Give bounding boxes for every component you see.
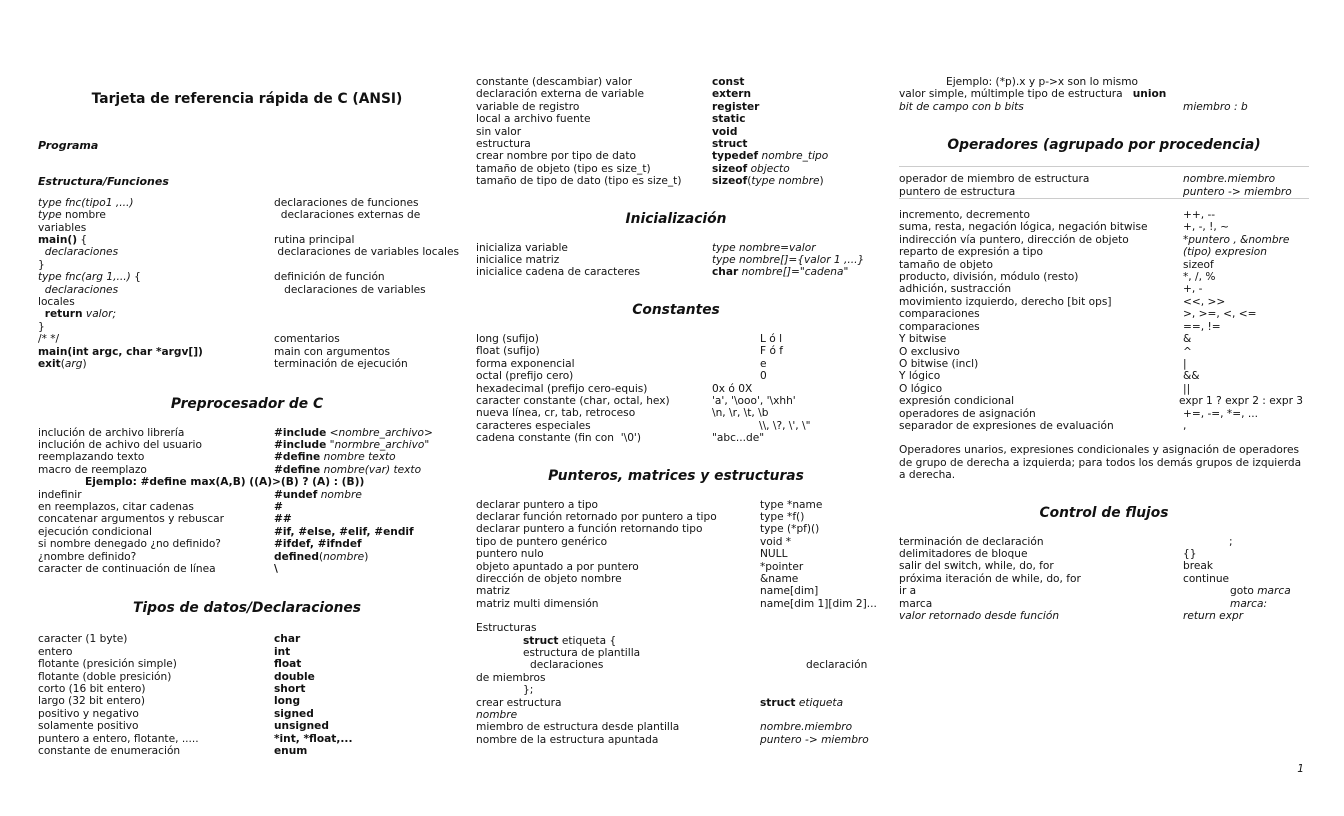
- code-cell: ||: [1183, 382, 1191, 395]
- code-cell: short: [274, 683, 306, 695]
- code-cell: struct: [712, 138, 748, 151]
- desc-cell: crear nombre por tipo de dato: [476, 150, 636, 163]
- list-item: inclución de archivo librería #include <nombre_archivo>: [38, 426, 433, 439]
- desc-cell: octal (prefijo cero): [476, 370, 574, 383]
- code-cell: marca:: [1230, 597, 1268, 610]
- code-cell: miembro : b: [1183, 100, 1248, 113]
- list-item: [899, 333, 1309, 345]
- list-item: [476, 126, 876, 138]
- desc-cell: terminación de declaración: [899, 535, 1044, 548]
- code-cell: type *name: [760, 498, 823, 511]
- code-cell: (tipo) expresion: [1183, 246, 1267, 259]
- desc-cell: hexadecimal (prefijo cero-equis): [476, 382, 648, 395]
- desc-cell: inicialice cadena de caracteres: [476, 266, 641, 279]
- desc-cell: en reemplazos, citar cadenas: [38, 500, 194, 513]
- code-cell: register: [712, 100, 760, 113]
- list-item: [38, 671, 468, 683]
- desc-cell: indirección vía puntero, dirección de objeto: [899, 233, 1129, 246]
- desc-cell: declaraciones de variables locales: [274, 246, 460, 259]
- list-item: [38, 197, 468, 209]
- desc-cell: crear estructura: [476, 696, 562, 709]
- desc-cell: tamaño de objeto: [899, 258, 993, 271]
- desc-cell: separador de expresiones de evaluación: [899, 419, 1114, 432]
- desc-cell: Y bitwise: [899, 333, 947, 346]
- desc-cell: ir a: [899, 585, 917, 598]
- list-item: [38, 501, 468, 513]
- operadores-heading: Operadores (agrupado por procedencia): [947, 137, 1261, 154]
- list-item: [476, 499, 876, 511]
- list-item: [899, 536, 1309, 548]
- desc-cell: marca: [899, 597, 933, 610]
- code-cell: type *f(): [760, 510, 805, 523]
- list-item: [899, 246, 1309, 258]
- list-item: [38, 563, 468, 575]
- desc-cell: rutina principal: [274, 234, 355, 247]
- code-cell: +, -: [1183, 283, 1203, 296]
- desc-cell: salir del switch, while, do, for: [899, 560, 1054, 573]
- desc-cell: declaración: [806, 659, 868, 672]
- code-cell: variables: [38, 221, 87, 234]
- list-item: [38, 333, 468, 345]
- desc-cell: matriz: [476, 585, 510, 598]
- desc-cell: Y lógico: [899, 370, 941, 383]
- desc-cell: valor retornado desde función: [899, 610, 1060, 622]
- list-item: [38, 222, 468, 234]
- control-heading: Control de flujos: [1039, 504, 1169, 521]
- code-cell: puntero -> miembro: [1183, 185, 1292, 198]
- list-item: [38, 695, 468, 707]
- code-cell: declaraciones: [38, 246, 119, 259]
- desc-cell: delimitadores de bloque: [899, 547, 1028, 560]
- list-item: [476, 138, 876, 150]
- list-item: [476, 333, 876, 345]
- list-item: [38, 708, 468, 720]
- code-cell: ;: [1229, 535, 1233, 548]
- desc-cell: incremento, decremento: [899, 209, 1030, 222]
- desc-cell: inclución de achivo del usuario: [38, 438, 202, 451]
- programa-heading: Programa: [38, 139, 99, 152]
- page-number: 1: [1297, 763, 1304, 775]
- list-item: [899, 173, 1309, 185]
- list-item: [899, 346, 1309, 358]
- code-cell: &: [1183, 333, 1192, 346]
- code-cell: sizeof: [1183, 258, 1214, 271]
- desc-cell: reemplazando texto: [38, 451, 145, 464]
- desc-cell: ejecución condicional: [38, 525, 152, 538]
- list-item: ¿nombre definido? defined(nombre): [38, 550, 369, 563]
- list-item: [476, 101, 876, 113]
- list-item: [899, 383, 1309, 395]
- code-cell: return expr: [1183, 610, 1244, 622]
- desc-cell: solamente positivo: [38, 720, 139, 733]
- desc-cell: macro de reemplazo: [38, 463, 147, 476]
- list-item: [476, 76, 876, 88]
- desc-cell: puntero nulo: [476, 548, 544, 561]
- code-cell: enum: [274, 745, 308, 758]
- code-cell: 0: [760, 370, 767, 383]
- list-item: [899, 420, 1309, 432]
- estructura-funciones-subheading: Estructura/Funciones: [38, 175, 169, 189]
- list-item: [899, 283, 1309, 295]
- code-cell: nombre.miembro: [760, 721, 853, 734]
- list-item: [899, 358, 1309, 370]
- code-cell: continue: [1183, 572, 1230, 585]
- desc-cell: dirección de objeto nombre: [476, 572, 622, 585]
- list-item: [38, 683, 468, 695]
- list-item: [899, 573, 1309, 585]
- code-cell: long: [274, 695, 301, 708]
- desc-cell: definición de función: [274, 271, 385, 284]
- code-cell: float: [274, 658, 302, 671]
- desc-cell: O exclusivo: [899, 345, 960, 358]
- define-example: Ejemplo: #define max(A,B) ((A)>(B) ? (A) : (B)): [85, 476, 365, 489]
- code-cell: declaraciones: [38, 283, 119, 296]
- code-cell: &&: [1183, 370, 1200, 383]
- union-desc: valor simple, múltimple tipo de estructura: [899, 88, 1123, 101]
- desc-cell: entero: [38, 645, 73, 658]
- code-cell: double: [274, 670, 315, 683]
- list-item: [899, 234, 1309, 246]
- list-item: [899, 548, 1309, 560]
- list-item: exit(arg) terminación de ejecución: [38, 358, 468, 370]
- code-cell: const: [712, 76, 745, 88]
- code-cell: |: [1183, 357, 1187, 370]
- list-item: [38, 633, 468, 645]
- desc-cell: variable de registro: [476, 100, 580, 113]
- list-item: inicialice cadena de caracteres char nombre[]="cadena": [476, 266, 849, 279]
- code-cell: *, /, %: [1183, 271, 1216, 284]
- list-item: [476, 561, 876, 573]
- list-item: [899, 296, 1309, 308]
- desc-cell: miembro de estructura desde plantilla: [476, 721, 680, 734]
- desc-cell: constante de enumeración: [38, 745, 181, 758]
- desc-cell: sin valor: [476, 125, 522, 138]
- column-3: [899, 76, 1309, 622]
- list-item: [476, 585, 876, 597]
- struct-name-line: nombre: [476, 709, 518, 722]
- list-item: [899, 101, 1309, 113]
- list-item: [38, 538, 468, 550]
- code-cell: ^: [1183, 345, 1192, 358]
- list-item: [899, 209, 1309, 221]
- desc-cell: O lógico: [899, 382, 943, 395]
- list-item: [38, 321, 468, 333]
- code-cell: ,: [1183, 419, 1187, 432]
- list-item: [38, 346, 468, 358]
- desc-cell: inicialice matriz: [476, 254, 560, 267]
- list-item: [38, 284, 468, 296]
- list-item: [476, 383, 876, 395]
- punteros-heading: Punteros, matrices y estructuras: [548, 467, 804, 484]
- desc-cell: declarar puntero a función retornando tipo: [476, 523, 703, 536]
- desc-cell: flotante (doble presición): [38, 670, 172, 683]
- list-item: [899, 259, 1309, 271]
- desc-cell: comparaciones: [899, 320, 980, 333]
- desc-cell: bit de campo con b bits: [899, 100, 1024, 113]
- desc-cell: nombre de la estructura apuntada: [476, 733, 659, 746]
- code-cell: type nombre=valor: [712, 241, 816, 254]
- code-cell: +=, -=, *=, ...: [1183, 407, 1258, 420]
- list-item: [476, 113, 876, 125]
- column-1: [38, 90, 468, 757]
- list-item: [899, 395, 1309, 407]
- desc-cell: inclución de archivo librería: [38, 426, 185, 439]
- code-cell: \\, \?, \', \": [759, 419, 811, 432]
- code-cell: {}: [1183, 547, 1197, 560]
- code-cell: break: [1183, 560, 1213, 573]
- preprocesador-heading: Preprocesador de C: [170, 395, 324, 412]
- struct-members-line: de miembros: [476, 671, 546, 684]
- desc-cell: indefinir: [38, 488, 82, 501]
- desc-cell: concatenar argumentos y rebuscar: [38, 513, 225, 526]
- list-item: main() { rutina principal: [38, 234, 468, 246]
- tipos-heading: Tipos de datos/Declaraciones: [133, 600, 361, 617]
- desc-cell: puntero de estructura: [899, 185, 1016, 198]
- code-cell: char: [274, 633, 301, 646]
- code-cell: type fnc(tipo1 ,...): [38, 196, 134, 209]
- list-item: [38, 259, 468, 271]
- desc-cell: declaraciones: [530, 659, 604, 672]
- code-cell: &name: [760, 572, 799, 585]
- list-item: [38, 526, 468, 538]
- list-item: [38, 513, 468, 525]
- desc-cell: declarar función retornado por puntero a tipo: [476, 510, 717, 523]
- desc-cell: caracter de continuación de línea: [38, 562, 216, 575]
- desc-cell: positivo y negativo: [38, 707, 139, 720]
- list-item: [38, 246, 468, 258]
- code-cell: void *: [760, 535, 792, 548]
- code-cell: 0x ó 0X: [712, 382, 753, 395]
- code-cell: expr 1 ? expr 2 : expr 3: [1179, 395, 1304, 408]
- desc-cell: forma exponencial: [476, 357, 575, 370]
- code-cell: name[dim 1][dim 2]...: [760, 597, 877, 610]
- desc-cell: local a archivo fuente: [476, 113, 591, 126]
- desc-cell: terminación de ejecución: [274, 358, 408, 371]
- desc-cell: movimiento izquierdo, derecho [bit ops]: [899, 295, 1112, 308]
- list-item: [38, 646, 468, 658]
- list-item: [476, 734, 876, 746]
- inicializacion-heading: Inicialización: [625, 210, 727, 227]
- list-item: return valor;: [44, 308, 117, 321]
- list-item: [476, 573, 876, 585]
- list-item: type fnc(arg 1,...) { definición de función: [38, 271, 468, 283]
- code-cell: /* */: [38, 333, 60, 346]
- desc-cell: estructura: [476, 138, 531, 151]
- list-item: [38, 658, 468, 670]
- list-item: macro de reemplazo #define nombre(var) texto: [38, 463, 422, 476]
- code-cell: }: [38, 320, 45, 333]
- code-cell: "abc...de": [712, 432, 765, 445]
- struct-template-line: estructura de plantilla: [523, 647, 641, 659]
- list-item: tamaño de objeto (tipo es size_t) sizeof objecto: [476, 162, 790, 175]
- desc-cell: comentarios: [274, 333, 340, 346]
- code-cell: #: [274, 500, 283, 513]
- list-item: [476, 598, 876, 610]
- desc-cell: O bitwise (incl): [899, 357, 979, 370]
- code-cell: F ó f: [760, 345, 784, 358]
- list-item: [38, 720, 468, 732]
- desc-cell: declaraciones de variables: [274, 283, 426, 296]
- list-item: [899, 308, 1309, 320]
- code-cell: *int, *float,...: [274, 732, 353, 745]
- code-cell: ##: [274, 513, 292, 526]
- struct-close-line: };: [523, 684, 534, 697]
- desc-cell: objeto apuntado a por puntero: [476, 560, 639, 573]
- list-item: [476, 548, 876, 560]
- list-item: [476, 432, 876, 444]
- page-title: Tarjeta de referencia rápida de C (ANSI): [91, 91, 403, 107]
- code-cell: type (*pf)(): [760, 523, 820, 536]
- code-cell: e: [760, 357, 767, 370]
- list-item: [899, 221, 1309, 233]
- list-item: [476, 88, 876, 100]
- desc-cell: nueva línea, cr, tab, retroceso: [476, 407, 636, 420]
- code-cell: \: [274, 562, 278, 575]
- code-cell: int: [274, 645, 291, 658]
- code-cell: type nombre[]={valor 1 ,...}: [712, 254, 865, 267]
- list-item: indefinir #undef nombre: [38, 488, 362, 501]
- code-cell: signed: [274, 707, 314, 720]
- code-cell: extern: [712, 88, 752, 101]
- code-cell: locales: [38, 296, 75, 309]
- desc-cell: float (sufijo): [476, 345, 540, 358]
- list-item: [899, 610, 1309, 622]
- desc-cell: caracteres especiales: [476, 419, 591, 432]
- desc-cell: declarar puntero a tipo: [476, 498, 599, 511]
- desc-cell: flotante (presición simple): [38, 658, 177, 671]
- list-item: [476, 659, 876, 671]
- list-item: [476, 254, 876, 266]
- list-item: crear estructura struct etiqueta: [476, 696, 844, 709]
- desc-cell: declaraciones de funciones: [274, 196, 419, 209]
- desc-cell: adhición, sustracción: [899, 283, 1012, 296]
- code-cell: void: [712, 125, 738, 138]
- list-item: type nombre declaraciones externas de: [38, 209, 468, 221]
- desc-cell: caracter (1 byte): [38, 633, 128, 646]
- list-item: tamaño de tipo de dato (tipo es size_t) sizeof(type nombre): [476, 175, 824, 188]
- union-keyword: union: [1132, 88, 1167, 101]
- code-cell: #ifdef, #ifndef: [274, 538, 362, 551]
- list-item: [899, 271, 1309, 283]
- code-cell: #if, #else, #elif, #endif: [274, 525, 414, 538]
- desc-cell: declaraciones externas de: [274, 209, 421, 222]
- desc-cell: constante (descambiar) valor: [476, 76, 633, 88]
- list-item: inclución de achivo del usuario #include "normbre_archivo": [38, 438, 430, 451]
- desc-cell: operadores de asignación: [899, 407, 1036, 420]
- code-cell: name[dim]: [760, 585, 819, 598]
- desc-cell: ¿nombre definido?: [38, 550, 137, 563]
- list-item: [899, 598, 1309, 610]
- desc-cell: operador de miembro de estructura: [899, 173, 1090, 186]
- list-item: ir a goto marca: [899, 585, 1291, 598]
- column-2: constante (descambiar) valor const declaración externa de variable extern variable de registro register local a archivo fuente static sin valor void estructura struct crear nombre por tipo de dato typedef nombre_tipo tamaño de objeto (tipo es size_t) sizeof objecto tamaño de tipo de dato (tipo es size_t) sizeof(type nombre) Inicialización inicializa variable type nombre=valor inicialice matriz type nombre[]={valor 1 ,...} inicialice cadena de caracteres char nombre[]="cadena" Constantes long (sufijo) L ó l float (sufijo) F ó f forma exponencial e octal (prefijo cero) 0 hexadecimal (prefijo cero-equis) 0x ó 0X caracter constante (char, octal, hex) 'a', '\ooo', '\xhh' nueva línea, cr, tab, retroceso \n, \r, \t, \b caracteres especiales \\, \?, \', \" cadena constante (fin con '\0') "abc...de" Punteros, matrices y estructuras declarar puntero a tipo type *name declarar función retornado por puntero a tipo type *f() declarar puntero a función retornando tipo type (*pf)() tipo de puntero genérico void * puntero nulo NULL objeto apuntado a por puntero *pointer dirección de objeto nombre &name matriz name[dim] matriz multi dimensión name[dim 1][dim 2]... Estructuras struct etiqueta { estructura de plantilla declaraciones declaración de miembros }; crear estructura struct etiqueta nombre miembro de estructura desde plantilla nombre.miembro nombre de la estructura apuntada puntero -> miembro: [476, 76, 877, 746]
- list-item: [38, 733, 468, 745]
- list-item: [476, 407, 876, 419]
- list-item: [476, 420, 876, 432]
- list-item: [38, 296, 468, 308]
- list-item: [476, 345, 876, 357]
- desc-cell: producto, división, módulo (resto): [899, 271, 1079, 284]
- code-cell: *pointer: [760, 560, 804, 573]
- desc-cell: tamaño de objeto (tipo es size_t): [476, 162, 651, 175]
- desc-cell: inicializa variable: [476, 241, 568, 254]
- code-cell: >, >=, <, <=: [1183, 308, 1257, 321]
- list-item: [899, 321, 1309, 333]
- desc-cell: suma, resta, negación lógica, negación bitwise: [899, 221, 1148, 234]
- list-item: [899, 370, 1309, 382]
- code-cell: puntero -> miembro: [760, 733, 869, 746]
- list-item: [899, 186, 1309, 198]
- list-item: [476, 395, 876, 407]
- list-item: [38, 745, 468, 757]
- code-cell: NULL: [760, 548, 788, 561]
- code-cell: ++, --: [1183, 209, 1216, 222]
- list-item: [476, 536, 876, 548]
- code-cell: <<, >>: [1183, 295, 1226, 308]
- constantes-heading: Constantes: [632, 301, 720, 318]
- struct-example: Ejemplo: (*p).x y p->x son lo mismo: [946, 76, 1139, 88]
- code-cell: ==, !=: [1183, 320, 1221, 333]
- desc-cell: próxima iteración de while, do, for: [899, 572, 1081, 585]
- desc-cell: main con argumentos: [274, 345, 391, 358]
- desc-cell: corto (16 bit entero): [38, 683, 146, 695]
- desc-cell: largo (32 bit entero): [38, 695, 145, 708]
- list-item: [476, 370, 876, 382]
- estructuras-label: Estructuras: [476, 622, 537, 635]
- list-item: [899, 560, 1309, 572]
- desc-cell: tipo de puntero genérico: [476, 535, 608, 548]
- desc-cell: caracter constante (char, octal, hex): [476, 394, 670, 407]
- operadores-note: Operadores unarios, expresiones condicionales y asignación de operadores de grupo de derecha a izquierda; para todos los demás grupos de izquierda a derecha.: [899, 444, 1302, 482]
- list-item: [476, 242, 876, 254]
- list-item: [476, 358, 876, 370]
- list-item: [899, 408, 1309, 420]
- list-item: [476, 511, 876, 523]
- desc-cell: comparaciones: [899, 308, 980, 321]
- code-cell: L ó l: [760, 332, 783, 345]
- desc-cell: matriz multi dimensión: [476, 597, 599, 610]
- desc-cell: expresión condicional: [899, 395, 1015, 408]
- list-item: crear nombre por tipo de dato typedef nombre_tipo: [476, 150, 829, 163]
- code-cell: static: [712, 113, 746, 126]
- desc-cell: tamaño de tipo de dato (tipo es size_t): [476, 175, 682, 188]
- code-cell: 'a', '\ooo', '\xhh': [712, 394, 796, 407]
- desc-cell: puntero a entero, flotante, .....: [38, 732, 199, 745]
- list-item: reemplazando texto #define nombre texto: [38, 451, 396, 464]
- code-cell: +, -, !, ~: [1183, 221, 1230, 234]
- list-item: [476, 523, 876, 535]
- code-cell: nombre.miembro: [1183, 173, 1276, 186]
- code-cell: main(int argc, char *argv[]): [38, 345, 203, 358]
- code-cell: *puntero , &nombre: [1183, 233, 1290, 246]
- desc-cell: long (sufijo): [476, 332, 539, 345]
- code-cell: }: [38, 258, 45, 271]
- desc-cell: declaración externa de variable: [476, 88, 645, 101]
- code-cell: unsigned: [274, 720, 329, 733]
- code-cell: \n, \r, \t, \b: [712, 407, 769, 420]
- desc-cell: cadena constante (fin con '\0'): [476, 432, 641, 445]
- list-item: [476, 721, 876, 733]
- desc-cell: si nombre denegado ¿no definido?: [38, 538, 221, 551]
- desc-cell: reparto de expresión a tipo: [899, 246, 1043, 259]
